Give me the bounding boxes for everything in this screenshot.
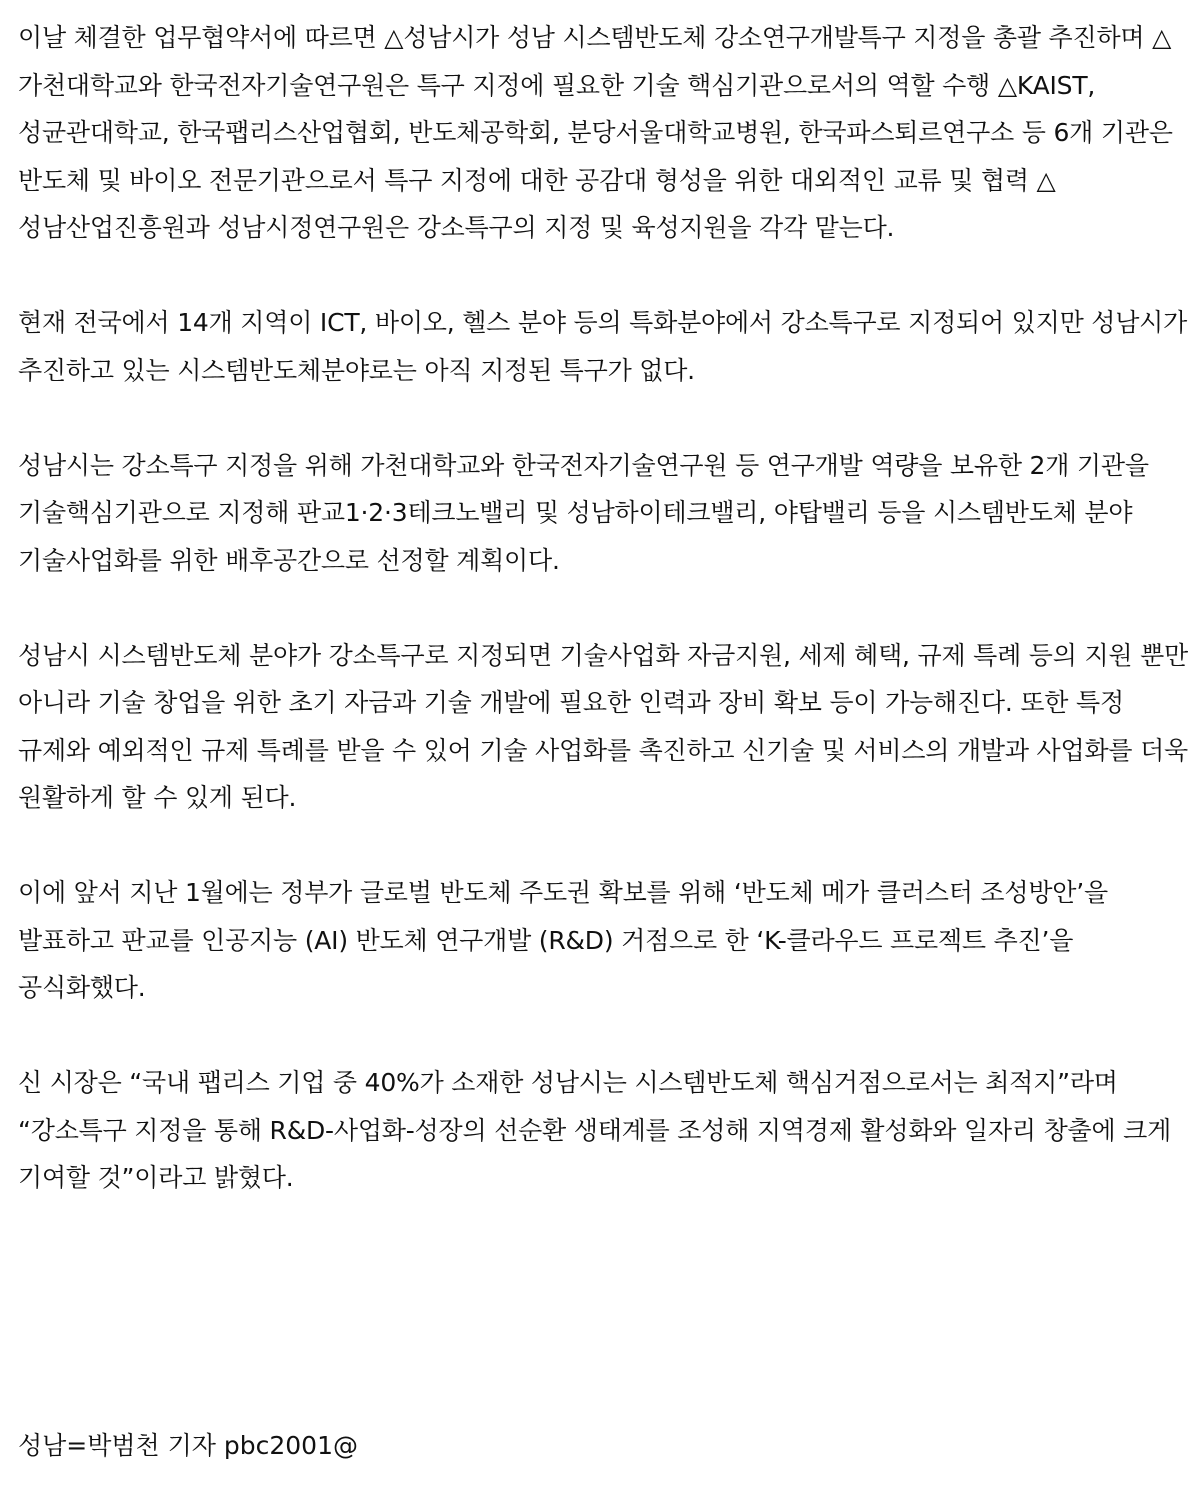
paragraph-agreement-roles: 이날 체결한 업무협약서에 따르면 △성남시가 성남 시스템반도체 강소연구개발특구 지정을 총괄 추진하며 △가천대학교와 한국전자기술연구원은 특구 지정에 필요한 기술 핵심기관으로서의 역할 수행 △KAIST, 성균관대학교, 한국팹리스산업협회, 반도체공학회, 분당서울대학교병원, 한국파스퇴르연구소 등 6개 기관은 반도체 및 바이오 전문기관으로서 특구 지정에 대한 공감대 형성을 위한 대외적인 교류 및 협력 △성남산업진흥원과 성남시정연구원은 강소특구의 지정 및 육성지원을 각각 맡는다. [18,23,1173,242]
paragraph-benefits: 성남시 시스템반도체 분야가 강소특구로 지정되면 기술사업화 자금지원, 세제 혜택, 규제 특례 등의 지원 뿐만 아니라 기술 창업을 위한 초기 자금과 기술 개발에 필요한 인력과 장비 확보 등이 가능해진다. 또한 특정 규제와 예외적인 규제 특례를 받을 수 있어 기술 사업화를 촉진하고 신기술 및 서비스의 개발과 사업화를 더욱 원활하게 할 수 있게 된다. [18,640,1189,812]
paragraph-government-plan: 이에 앞서 지난 1월에는 정부가 글로벌 반도체 주도권 확보를 위해 ‘반도체 메가 클러스터 조성방안’을 발표하고 판교를 인공지능 (AI) 반도체 연구개발 (R&D) 거점으로 한 ‘K-클라우드 프로젝트 추진’을 공식화했다. [18,878,1108,1002]
paragraph-mayor-quote: 신 시장은 “국내 팹리스 기업 중 40%가 소재한 성남시는 시스템반도체 핵심거점으로서는 최적지”라며 “강소특구 지정을 통해 R&D-사업화-성장의 선순환 생태계를 조성해 지역경제 활성화와 일자리 창출에 크게 기여할 것”이라고 밝혔다. [18,1068,1172,1192]
paragraph-current-status: 현재 전국에서 14개 지역이 ICT, 바이오, 헬스 분야 등의 특화분야에서 강소특구로 지정되어 있지만 성남시가 추진하고 있는 시스템반도체분야로는 아직 지정된 특구가 없다. [18,308,1188,385]
reporter-byline: 성남=박범천 기자 pbc2001@ [18,1431,358,1460]
paragraph-spacer [18,822,1194,870]
article-body [18,14,1194,1202]
paragraph-city-plan: 성남시는 강소특구 지정을 위해 가천대학교와 한국전자기술연구원 등 연구개발 역량을 보유한 2개 기관을 기술핵심기관으로 지정해 판교1·2·3테크노밸리 및 성남하이테크밸리, 야탑밸리 등을 시스템반도체 분야 기술사업화를 위한 배후공간으로 선정할 계획이다. [18,450,1149,575]
paragraph-spacer [18,1012,1194,1060]
paragraph-spacer [18,584,1194,632]
paragraph-spacer [18,394,1194,442]
paragraph-spacer [18,252,1194,300]
